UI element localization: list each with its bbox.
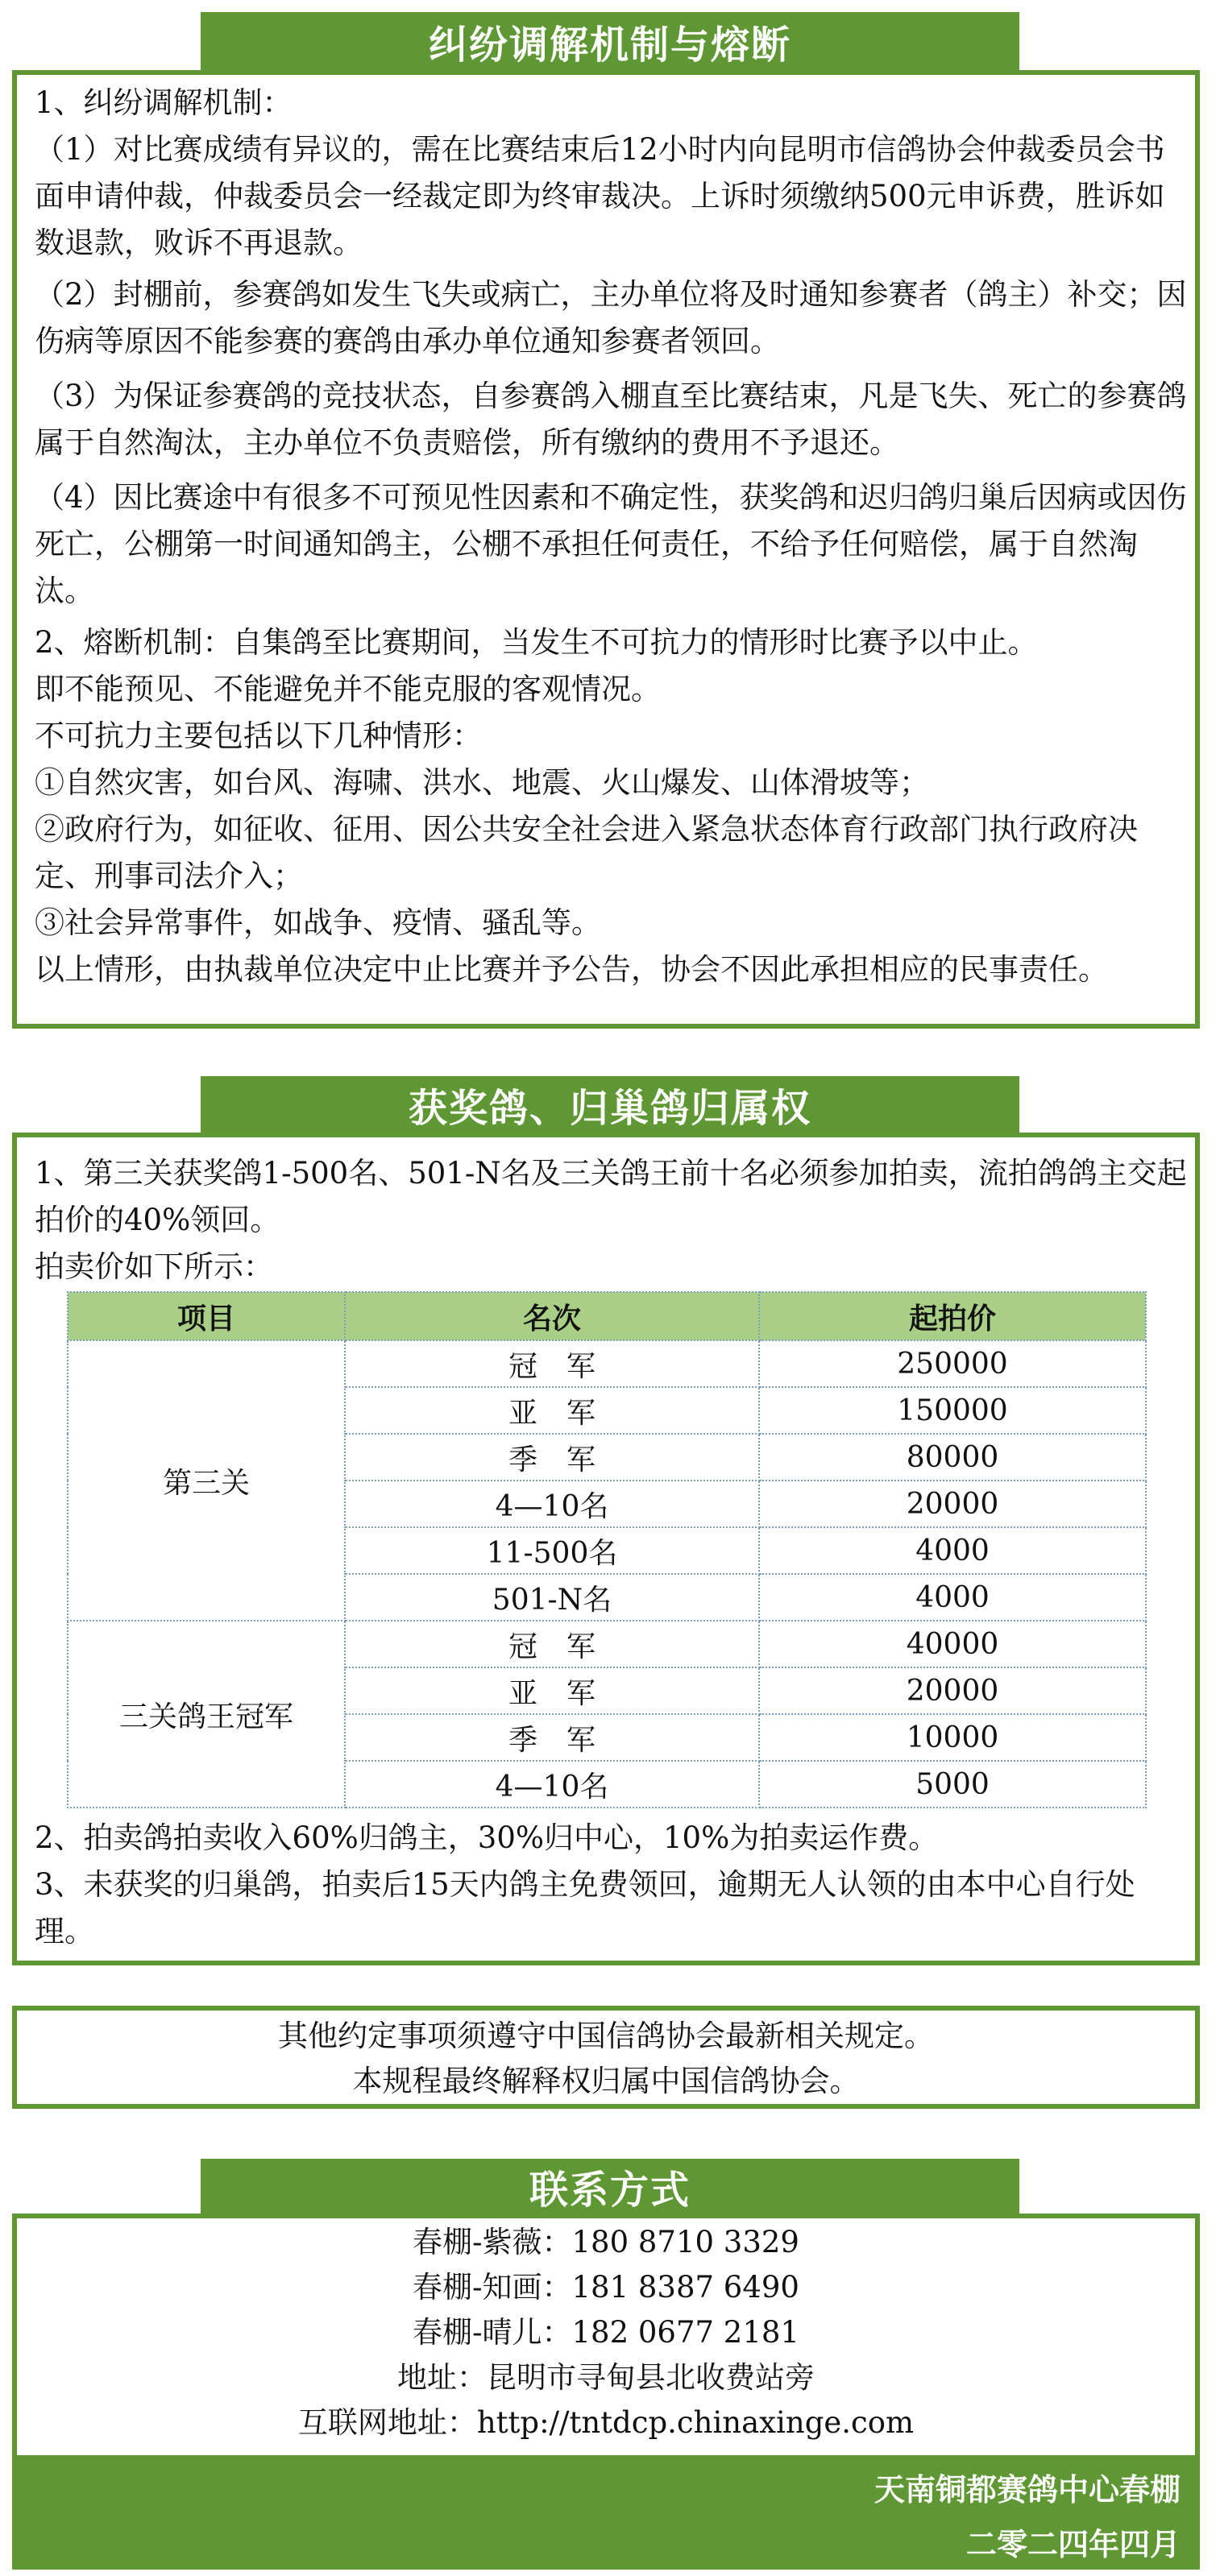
note-line-2: 本规程最终解释权归属中国信鸽协会。 <box>352 2064 860 2098</box>
price-cell: 4000 <box>759 1527 1146 1574</box>
circuit-breaker-definition: 即不能预见、不能避免并不能克服的客观情况。 <box>35 672 661 706</box>
contact-phone-ziwei: 春棚-紫薇：180 8710 3329 <box>413 2225 799 2259</box>
circuit-breaker-heading: 2、熔断机制：自集鸽至比赛期间，当发生不可抗力的情形时比赛予以中止。 <box>35 625 1038 660</box>
dispute-section-title: 纠纷调解机制与熔断 <box>201 12 1019 70</box>
contact-section-title: 联系方式 <box>201 2159 1019 2214</box>
footer-org-name: 天南铜都赛鸽中心春棚 <box>874 2471 1181 2508</box>
price-cell: 10000 <box>759 1714 1146 1761</box>
dispute-clause-1: （1）对比赛成绩有异议的，需在比赛结束后12小时内向昆明市信鸽协会仲裁委员会书面申请仲裁，仲裁委员会一经裁定即为终审裁决。上诉时须缴纳500元申诉费，胜诉如数退款，败诉不再退款。 <box>35 132 1165 260</box>
contact-phone-qinger: 春棚-晴儿：182 0677 2181 <box>413 2315 799 2350</box>
force-majeure-conclusion: 以上情形，由执裁单位决定中止比赛并予公告，协会不因此承担相应的民事责任。 <box>35 952 1108 987</box>
dispute-clause-3: （3）为保证参赛鸽的竞技状态，自参赛鸽入棚直至比赛结束，凡是飞失、死亡的参赛鸽属于自然淘汰，主办单位不负责赔偿，所有缴纳的费用不予退还。 <box>35 379 1187 460</box>
dispute-clause-2: （2）封棚前，参赛鸽如发生飞失或病亡，主办单位将及时通知参赛者（鸽主）补交；因伤病等原因不能参赛的赛鸽由承办单位通知参赛者领回。 <box>35 277 1187 358</box>
auction-revenue-split: 2、拍卖鸽拍卖收入60%归鸽主，30%归中心，10%为拍卖运作费。 <box>35 1820 939 1855</box>
contact-address: 地址：昆明市寻甸县北收费站旁 <box>397 2360 815 2395</box>
force-majeure-item-1: ①自然灾害，如台风、海啸、洪水、地震、火山爆发、山体滑坡等； <box>35 765 929 800</box>
rank-cell: 冠 军 <box>345 1340 759 1387</box>
price-cell: 150000 <box>759 1387 1146 1434</box>
table-row <box>68 1621 1146 1667</box>
price-cell: 5000 <box>759 1761 1146 1808</box>
contact-phone-zhihua: 春棚-知画：181 8387 6490 <box>413 2270 799 2305</box>
rank-cell: 季 军 <box>345 1434 759 1481</box>
dispute-heading: 1、纠纷调解机制： <box>35 85 293 120</box>
price-cell: 20000 <box>759 1667 1146 1714</box>
price-cell: 80000 <box>759 1434 1146 1481</box>
rank-cell: 11-500名 <box>345 1527 759 1574</box>
contact-website[interactable]: 互联网地址：http://tntdcp.chinaxinge.com <box>297 2405 915 2440</box>
prize-intro: 1、第三关获奖鸽1-500名、501-N名及三关鸽王前十名必须参加拍卖，流拍鸽鸽主交起拍价的40%领回。 <box>35 1156 1187 1237</box>
footer-date: 二零二四年四月 <box>965 2526 1181 2562</box>
price-cell: 40000 <box>759 1621 1146 1667</box>
group-name: 第三关 <box>68 1340 345 1621</box>
rank-cell: 亚 军 <box>345 1667 759 1714</box>
rank-cell: 亚 军 <box>345 1387 759 1434</box>
dispute-section-box <box>12 70 1200 1029</box>
price-cell: 4000 <box>759 1574 1146 1621</box>
price-table-header-row <box>68 1292 1146 1340</box>
price-cell: 20000 <box>759 1481 1146 1527</box>
table-row <box>68 1340 1146 1387</box>
prize-section-box <box>12 1133 1200 1965</box>
rank-cell: 季 军 <box>345 1714 759 1761</box>
contact-section-box <box>12 2214 1200 2460</box>
force-majeure-item-3: ③社会异常事件，如战争、疫情、骚乱等。 <box>35 905 601 940</box>
notes-box <box>12 2006 1200 2109</box>
force-majeure-item-2: ②政府行为，如征收、征用、因公共安全社会进入紧急状态体育行政部门执行政府决定、刑事司法介入； <box>35 812 1138 893</box>
header-item: 项目 <box>68 1292 345 1340</box>
note-line-1: 其他约定事项须遵守中国信鸽协会最新相关规定。 <box>278 2019 934 2053</box>
rank-cell: 501-N名 <box>345 1574 759 1621</box>
rank-cell: 冠 军 <box>345 1621 759 1667</box>
prize-section-title: 获奖鸽、归巢鸽归属权 <box>201 1076 1019 1133</box>
footer-bar <box>12 2455 1200 2570</box>
price-table-caption: 拍卖价如下所示： <box>35 1249 273 1284</box>
header-starting-price: 起拍价 <box>759 1292 1146 1340</box>
rank-cell: 4—10名 <box>345 1481 759 1527</box>
unclaimed-pigeons-rule: 3、未获奖的归巢鸽，拍卖后15天内鸽主免费领回，逾期无人认领的由本中心自行处理。 <box>35 1867 1135 1949</box>
force-majeure-intro: 不可抗力主要包括以下几种情形： <box>35 719 482 753</box>
price-table <box>67 1291 1147 1808</box>
rank-cell: 4—10名 <box>345 1761 759 1808</box>
group-name: 三关鸽王冠军 <box>68 1621 345 1808</box>
price-cell: 250000 <box>759 1340 1146 1387</box>
dispute-clause-4: （4）因比赛途中有很多不可预见性因素和不确定性，获奖鸽和迟归鸽归巢后因病或因伤死亡，公棚第一时间通知鸽主，公棚不承担任何责任，不给予任何赔偿，属于自然淘汰。 <box>35 480 1187 608</box>
header-rank: 名次 <box>345 1292 759 1340</box>
